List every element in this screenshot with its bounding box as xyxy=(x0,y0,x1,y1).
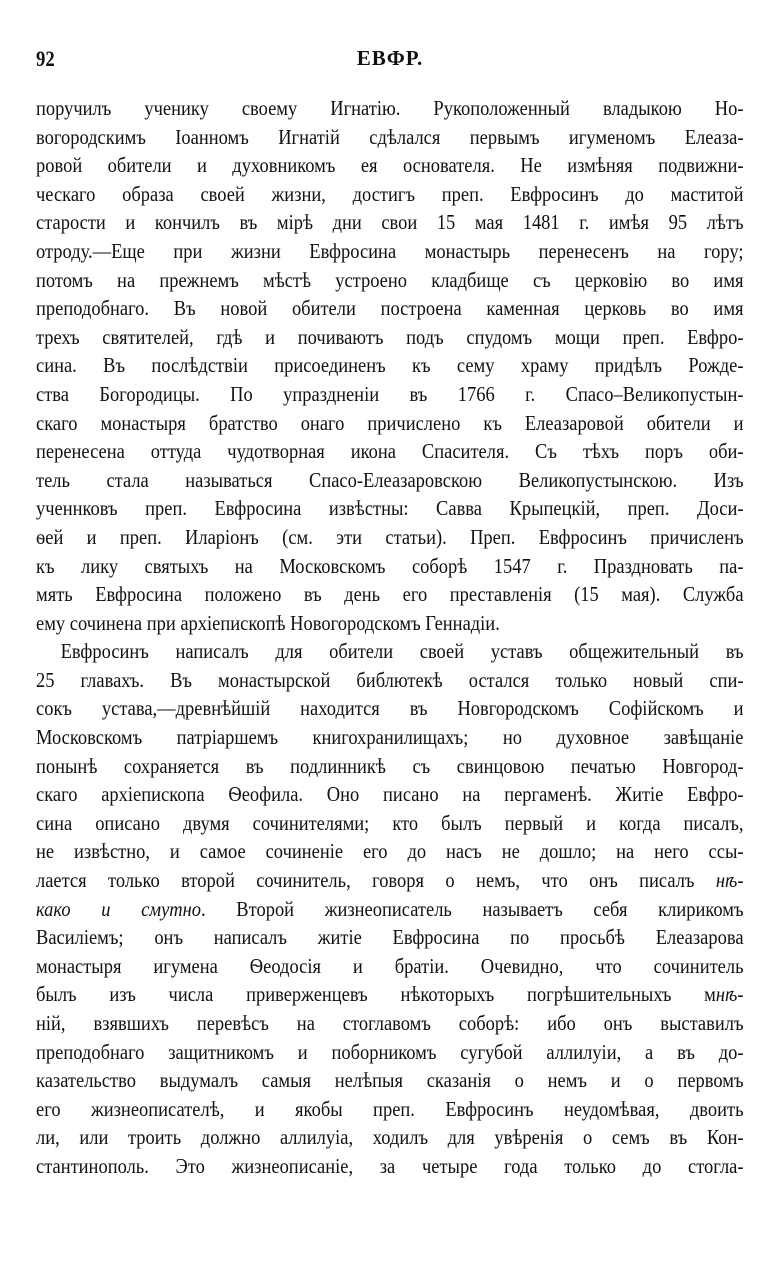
text-line: вогородскимъ Іоанномъ Игнатій сдѣлался первымъ игуменомъ Елеаза- xyxy=(36,124,744,149)
text-line: старости и кончилъ въ мірѣ дни свои 15 мая 1481 г. имѣя 95 лѣтъ xyxy=(36,210,744,235)
page-number: 92 xyxy=(36,46,55,71)
text-line: преподобнаго защитникомъ и поборникомъ сугубой аллилуіи, а въ до- xyxy=(36,1039,744,1064)
text-line: ческаго образа своей жизни, достигъ преп. Евфросинъ до маститой xyxy=(36,181,744,206)
text-line: скаго монастыря братство онаго причислено къ Елеазаровой обители и xyxy=(36,410,744,435)
text-line: ученнковъ преп. Евфросина извѣстны: Савва Крыпецкій, преп. Доси- xyxy=(36,496,744,521)
text-line: ли, или троить должно аллилуіа, ходилъ для увѣренія о семъ въ Кон- xyxy=(36,1125,744,1150)
text-line: ѳей и преп. Иларіонъ (см. эти статьи). Преп. Евфросинъ причисленъ xyxy=(36,524,744,549)
body-text xyxy=(36,94,744,1181)
text-line: тель стала называться Спасо-Елеазаровскою Великопустынскою. Изъ xyxy=(36,467,744,492)
running-head: ЕВФР. xyxy=(356,46,424,70)
text-line: сокъ устава,—древнѣйшій находится въ Новгородскомъ Софійскомъ и xyxy=(36,696,744,721)
text-line: сина описано двумя сочинителями; кто былъ первый и когда писалъ, xyxy=(36,810,744,835)
text-line: сина. Въ послѣдствіи присоединенъ къ сему храму придѣлъ Рожде- xyxy=(36,353,744,378)
text-line: ства Богородицы. По упраздненіи въ 1766 г. Спасо–Великопустын- xyxy=(36,381,744,406)
text-line: 25 главахъ. Въ монастырской библютекѣ остался только новый спи- xyxy=(36,667,744,692)
text-line: мять Евфросина положено въ день его преставленія (15 мая). Служба xyxy=(36,582,744,607)
text-line: перенесена оттуда чудотворная икона Спасителя. Съ тѣхъ поръ оби- xyxy=(36,439,744,464)
text-line: ему сочинена при архіепископѣ Новогородскомъ Геннадіи. xyxy=(36,610,500,635)
italic-text: како и смутно xyxy=(36,896,202,921)
text-line: его жизнеописателѣ, и якобы преп. Евфросинъ неудомѣвая, двоить xyxy=(36,1096,744,1121)
text-line: стантинополь. Это жизнеописаніе, за четыре года только до стогла- xyxy=(36,1153,744,1178)
text-line: Московскомъ патріаршемъ книгохранилищахъ; но духовное завѣщаніе xyxy=(36,725,744,750)
text-line: не извѣстно, и самое сочиненіе его до насъ не дошло; на него ссы- xyxy=(36,839,744,864)
text-line: казательство выдумалъ самыя нелѣпыя сказанія о немъ и о первомъ xyxy=(36,1068,744,1093)
text-line: потомъ на прежнемъ мѣстѣ устроено кладбище съ церковію во имя xyxy=(36,267,744,292)
italic-text: нѣ- xyxy=(715,982,744,1007)
text-line: скаго архіепископа Ѳеофила. Оно писано на пергаменѣ. Житіе Евфро- xyxy=(36,782,744,807)
text-line: како и смутно. Второй жизнеописатель называетъ себя клирикомъ xyxy=(36,896,744,921)
text-line: Василіемъ; онъ написалъ житіе Евфросина по просьбѣ Елеазарова xyxy=(36,925,744,950)
text-line: трехъ святителей, гдѣ и почиваютъ подъ спудомъ мощи преп. Евфро- xyxy=(36,324,744,349)
italic-text: нѣ- xyxy=(715,868,744,893)
text-line: отроду.—Еще при жизни Евфросина монастырь перенесенъ на гору; xyxy=(36,238,744,263)
text-line: понынѣ сохраняется въ подлинникѣ съ свинцовою печатью Новгород- xyxy=(36,753,744,778)
text-line: былъ изъ числа приверженцевъ нѣкоторыхъ погрѣшительныхъ мнѣ- xyxy=(36,982,744,1007)
text-line: къ лику святыхъ на Московскомъ соборѣ 1547 г. Праздновать па- xyxy=(36,553,744,578)
text-line: Евфросинъ написалъ для обители своей уставъ общежительный въ xyxy=(60,639,744,664)
text-line: поручилъ ученику своему Игнатію. Рукоположенный владыкою Но- xyxy=(36,96,744,120)
page-header xyxy=(36,46,744,76)
text-line: ній, взявшихъ перевѣсъ на стоглавомъ соборѣ: ибо онъ выставилъ xyxy=(36,1011,744,1035)
text-line: монастыря игумена Ѳеодосія и братіи. Очевидно, что сочинитель xyxy=(36,953,744,978)
paragraph-1 xyxy=(36,94,744,637)
text-line: преподобнаго. Въ новой обители построена каменная церковь во имя xyxy=(36,296,744,321)
text-line: ровой обители и духовникомъ ея основателя. Не измѣняя подвижни- xyxy=(36,153,744,178)
paragraph-2 xyxy=(36,637,744,1180)
text-line: лается только второй сочинитель, говоря о немъ, что онъ писалъ нѣ- xyxy=(36,868,744,893)
